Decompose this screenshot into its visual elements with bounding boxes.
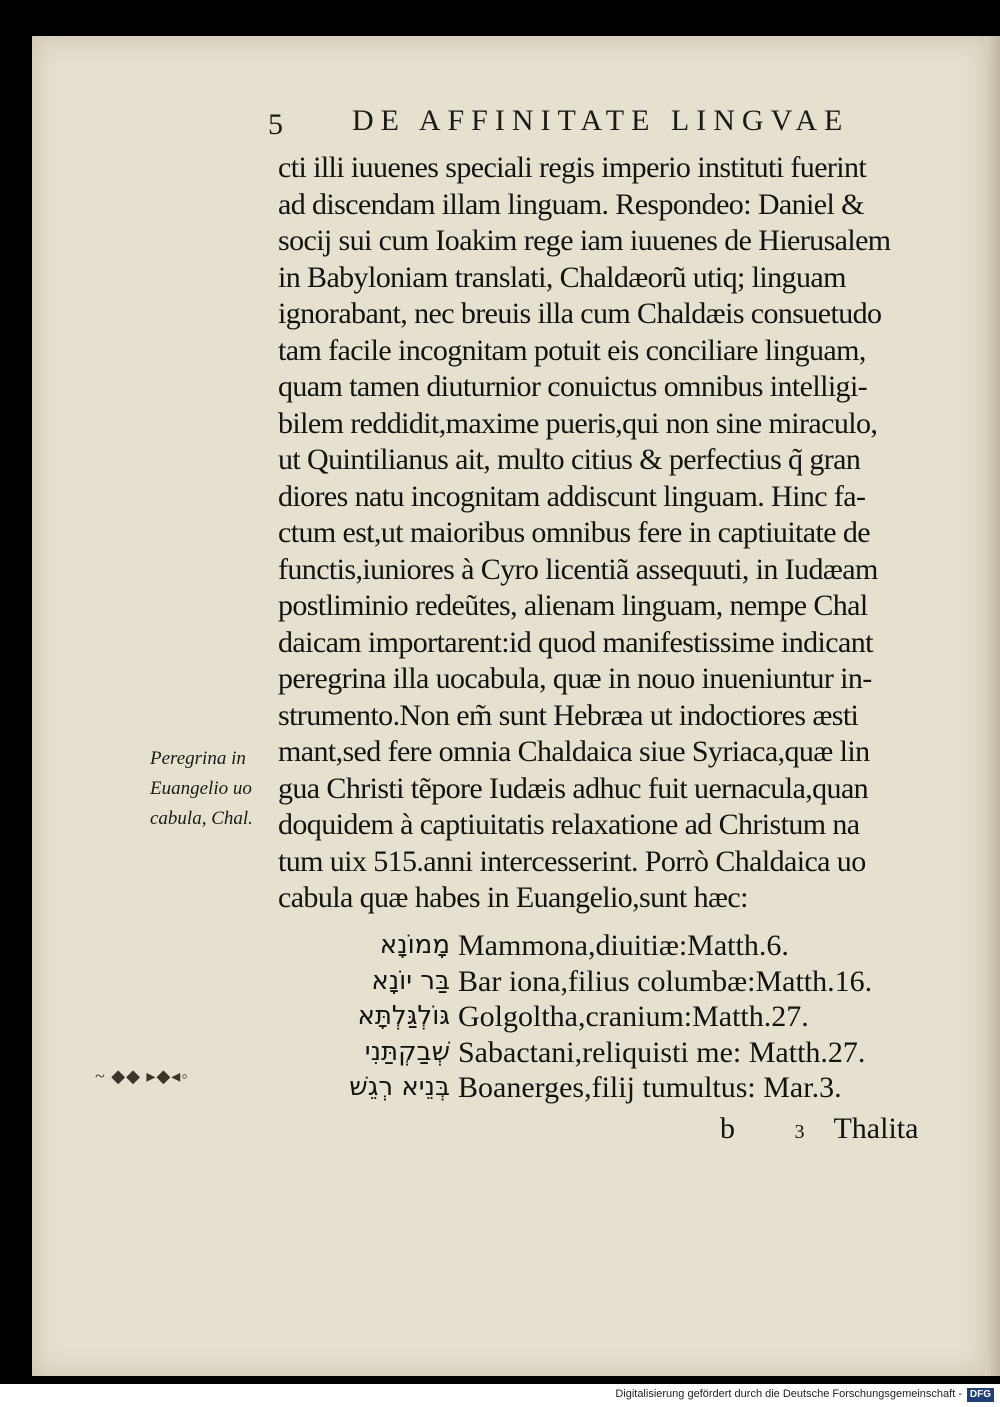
hebrew-term: מָמוֹנָא <box>379 930 450 960</box>
text-line: ctum est,ut maioribus omnibus fere in captiuitate de <box>278 516 870 549</box>
marginal-note-line: Euangelio uo <box>150 778 252 799</box>
marginal-note-line: Peregrina in <box>150 748 246 769</box>
text-line: doquidem à captiuitatis relaxatione ad Christum na <box>278 808 860 841</box>
catchline <box>720 1112 918 1146</box>
hebrew-term: בְּנֵיא רְגֵשׁ <box>349 1072 450 1102</box>
vocabulary-item <box>325 999 965 1035</box>
text-line: peregrina illa uocabula, quæ in nouo inueniuntur in- <box>278 662 872 695</box>
text-line: postliminio redeũtes, alienam linguam, nempe Chal <box>278 589 868 622</box>
text-line: cti illi iuuenes speciali regis imperio instituti fuerint <box>278 151 867 184</box>
latin-gloss: Golgoltha,cranium:Matth.27. <box>458 1000 809 1033</box>
marginal-note-line: cabula, Chal. <box>150 808 253 829</box>
running-head: DE AFFINITATE LINGVAE <box>352 104 850 137</box>
signature-number: 3 <box>794 1121 805 1143</box>
vocabulary-item <box>325 964 965 1000</box>
text-line: daicam importarent:id quod manifestissime indicant <box>278 625 873 659</box>
footer-bar <box>0 1384 1000 1407</box>
latin-gloss: Boanerges,filij tumultus: Mar.3. <box>458 1071 842 1104</box>
ink-ornament-icon: ~ ◆◆ ▸◆◂◦ <box>95 1066 189 1086</box>
catchword: Thalita <box>833 1112 919 1145</box>
text-line: cabula quæ habes in Euangelio,sunt hæc: <box>278 881 748 914</box>
latin-gloss: Sabactani,reliquisti me: Matth.27. <box>458 1035 866 1069</box>
page-number: 5 <box>268 108 283 141</box>
text-line: tam facile incognitam potuit eis conciliare linguam, <box>278 333 866 367</box>
text-line: in Babyloniam translati, Chaldæorũ utiq; linguam <box>278 260 846 294</box>
text-line: mant,sed fere omnia Chaldaica siue Syriaca,quæ lin <box>278 735 870 768</box>
hebrew-term: שְׁבַקְתַּנִי <box>364 1036 450 1067</box>
page-edge <box>985 36 1000 1376</box>
text-line: strumento.Non em̃ sunt Hebræa ut indoctiores æsti <box>278 698 859 732</box>
text-line: ignorabant, nec breuis illa cum Chaldæis consuetudo <box>278 297 882 330</box>
dfg-logo: DFG <box>967 1388 994 1402</box>
hebrew-term: גּוֹלְגַּלְתָּא <box>357 1001 450 1031</box>
text-line: ut Quintilianus ait, multo citius & perfectius q̃ gran <box>278 443 861 476</box>
hebrew-term: בַּר יוֹנָא <box>371 965 450 996</box>
text-line: tum uix 515.anni intercesserint. Porrò Chaldaica uo <box>278 844 866 878</box>
text-line: functis,iuniores à Cyro licentiã assequuti, in Iudæam <box>278 552 878 586</box>
funding-notice: Digitalisierung gefördert durch die Deutsche Forschungsgemeinschaft - <box>615 1388 962 1400</box>
text-line: diores natu incognitam addiscunt linguam. Hinc fa- <box>278 479 866 513</box>
vocabulary-item <box>325 928 965 964</box>
text-line: gua Christi tẽpore Iudæis adhuc fuit uernacula,quan <box>278 771 869 805</box>
text-line: ad discendam illam linguam. Respondeo: Daniel & <box>278 187 864 221</box>
text-line: quam tamen diuturnior conuictus omnibus intelligi- <box>278 370 868 403</box>
text-line: bilem reddidit,maxime pueris,qui non sine miraculo, <box>278 406 878 440</box>
vocabulary-list <box>325 928 965 1106</box>
marginal-note <box>150 744 253 834</box>
body-text <box>278 150 968 917</box>
signature-mark: b <box>720 1112 735 1145</box>
vocabulary-item <box>325 1070 965 1106</box>
latin-gloss: Mammona,diuitiæ:Matth.6. <box>458 929 789 962</box>
vocabulary-item <box>325 1035 965 1071</box>
text-line: socij sui cum Ioakim rege iam iuuenes de Hierusalem <box>278 224 891 257</box>
latin-gloss: Bar iona,filius columbæ:Matth.16. <box>458 964 873 998</box>
